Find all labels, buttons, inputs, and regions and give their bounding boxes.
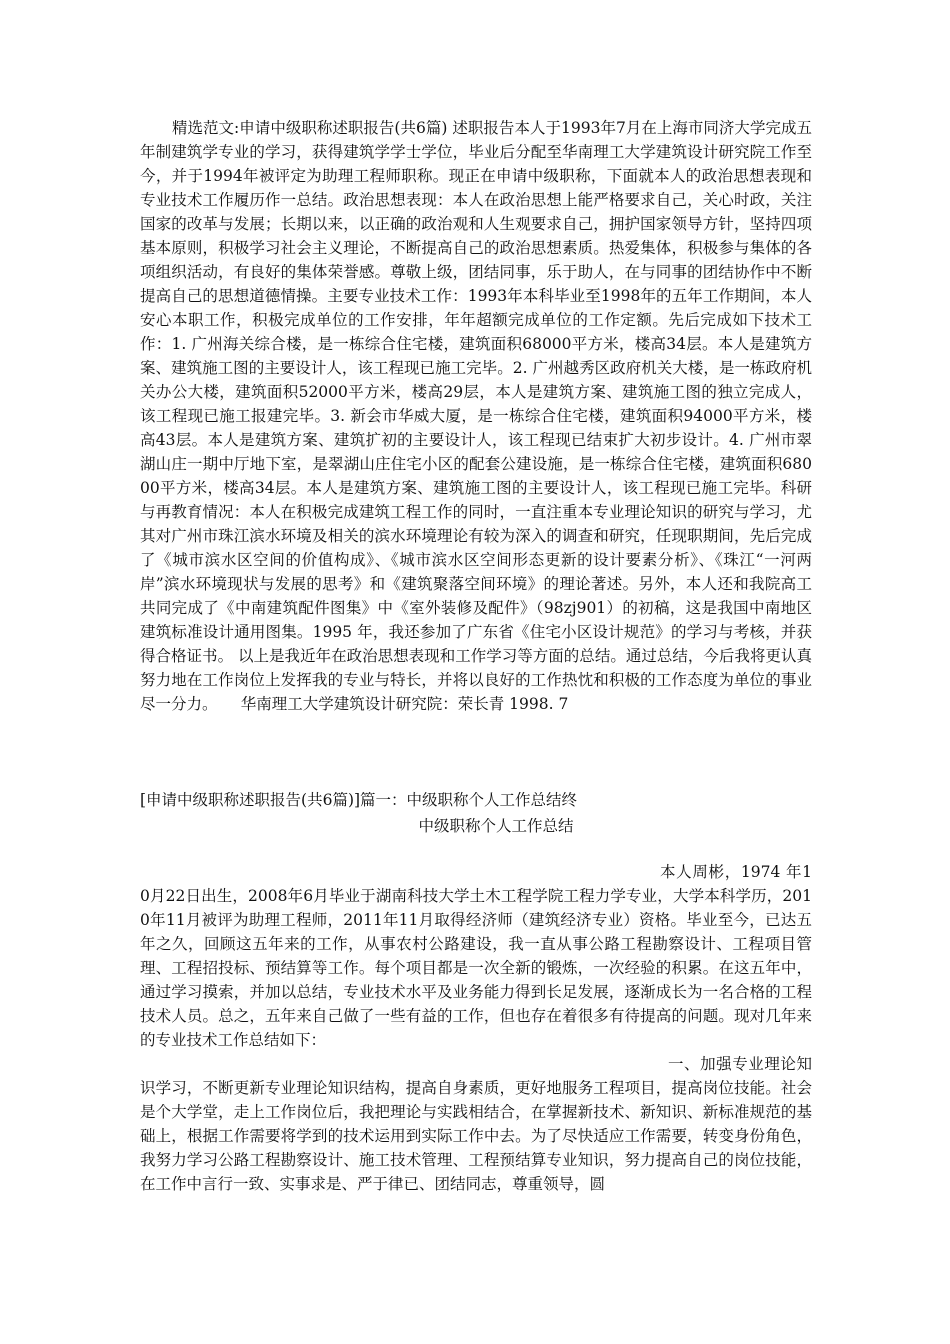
- report-paragraph: 精选范文:申请中级职称述职报告(共6篇) 述职报告本人于1993年7月在上海市同济大学完成五年制建筑学专业的学习，获得建筑学学士学位，毕业后分配至华南理工大学建筑设计研究院工作至今，并于1994年被评定为助理工程师职称。现正在申请中级职称，下面就本人的政治思想表现和专业技术工作履历作一总结。政治思想表现：本人在政治思想上能严格要求自己，关心时政，关注国家的改革与发展；长期以来，以正确的政治观和人生观要求自己，拥护国家领导方针，坚持四项基本原则，积极学习社会主义理论，不断提高自己的政治思想素质。热爱集体，积极参与集体的各项组织活动，有良好的集体荣誉感。尊敬上级，团结同事，乐于助人，在与同事的团结协作中不断提高自己的思想道德情操。主要专业技术工作：1993年本科毕业至1998年的五年工作期间，本人安心本职工作，积极完成单位的工作安排，年年超额完成单位的工作定额。先后完成如下技术工作：1. 广州海关综合楼，是一栋综合住宅楼，建筑面积68000平方米，楼高34层。本人是建筑方案、建筑施工图的主要设计人，该工程现已施工完毕。2. 广州越秀区政府机关大楼，是一栋政府机关办公大楼，建筑面积52000平方米，楼高29层，本人是建筑方案、建筑施工图的独立完成人，该工程现已施工报建完毕。3. 新会市华威大厦，是一栋综合住宅楼，建筑面积94000平方米，楼高43层。本人是建筑方案、建筑扩初的主要设计人，该工程现已结束扩大初步设计。4. 广州市翠湖山庄一期中厅地下室，是翠湖山庄住宅小区的配套公建设施，是一栋综合住宅楼，建筑面积68000平方米，楼高34层。本人是建筑方案、建筑施工图的主要设计人，该工程现已施工完毕。科研与再教育情况：本人在积极完成建筑工程工作的同时，一直注重本专业理论知识的研究与学习，尤其对广州市珠江滨水环境及相关的滨水环境理论有较为深入的调查和研究，任现职期间，先后完成了《城市滨水区空间的价值构成》、《城市滨水区空间形态更新的设计要素分析》、《珠江“一河两岸”滨水环境现状与发展的思考》和《建筑聚落空间环境》的理论著述。另外，本人还和我院高工共同完成了《中南建筑配件图集》中《室外装修及配件》（98zj901）的初稿，这是我国中南地区建筑标准设计通用图集。1995 年，我还参加了广东省《住宅小区设计规范》的学习与考核，并获得合格证书。 以上是我近年在政治思想表现和工作学习等方面的总结。通过总结，今后我将更认真努力地在工作岗位上发挥我的专业与特长，并将以良好的工作热忱和积极的工作态度为单位的事业尽一分力。 华南理工大学建筑设计研究院：荣长青 1998. 7: [140, 119, 813, 713]
- section-title: [申请中级职称述职报告(共6篇)]篇一：中级职称个人工作总结终: [140, 791, 578, 809]
- section-subtitle: 中级职称个人工作总结: [418, 817, 574, 835]
- summary-section-paragraph: 一、加强专业理论知识学习，不断更新专业理论知识结构，提高自身素质，更好地服务工程项目，提高岗位技能。社会是个大学堂，走上工作岗位后，我把理论与实践相结合，在掌握新技术、新知识、新标准规范的基础上，根据工作需要将学到的技术运用到实际工作中去。为了尽快适应工作需要，转变身份角色，我努力学习公路工程勘察设计、施工技术管理、工程预结算专业知识，努力提高自己的岗位技能，在工作中言行一致、实事求是、严于律已、团结同志，尊重领导，圆: [140, 1055, 812, 1193]
- summary-paragraph: 本人周彬，1974 年10月22日出生，2008年6月毕业于湖南科技大学土木工程学院工程力学专业，大学本科学历，2010年11月被评为助理工程师，2011年11月取得经济师（建筑经济专业）资格。毕业至今，已达五年之久，回顾这五年来的工作，从事农村公路建设，我一直从事公路工程勘察设计、工程项目管理、工程招投标、预结算等工作。每个项目都是一次全新的锻炼，一次经验的积累。在这五年中，通过学习摸索，并加以总结，专业技术水平及业务能力得到长足发展，逐渐成长为一名合格的工程技术人员。总之，五年来自己做了一些有益的工作，但也存在着很多有待提高的问题。现对几年来的专业技术工作总结如下：: [140, 863, 812, 1049]
